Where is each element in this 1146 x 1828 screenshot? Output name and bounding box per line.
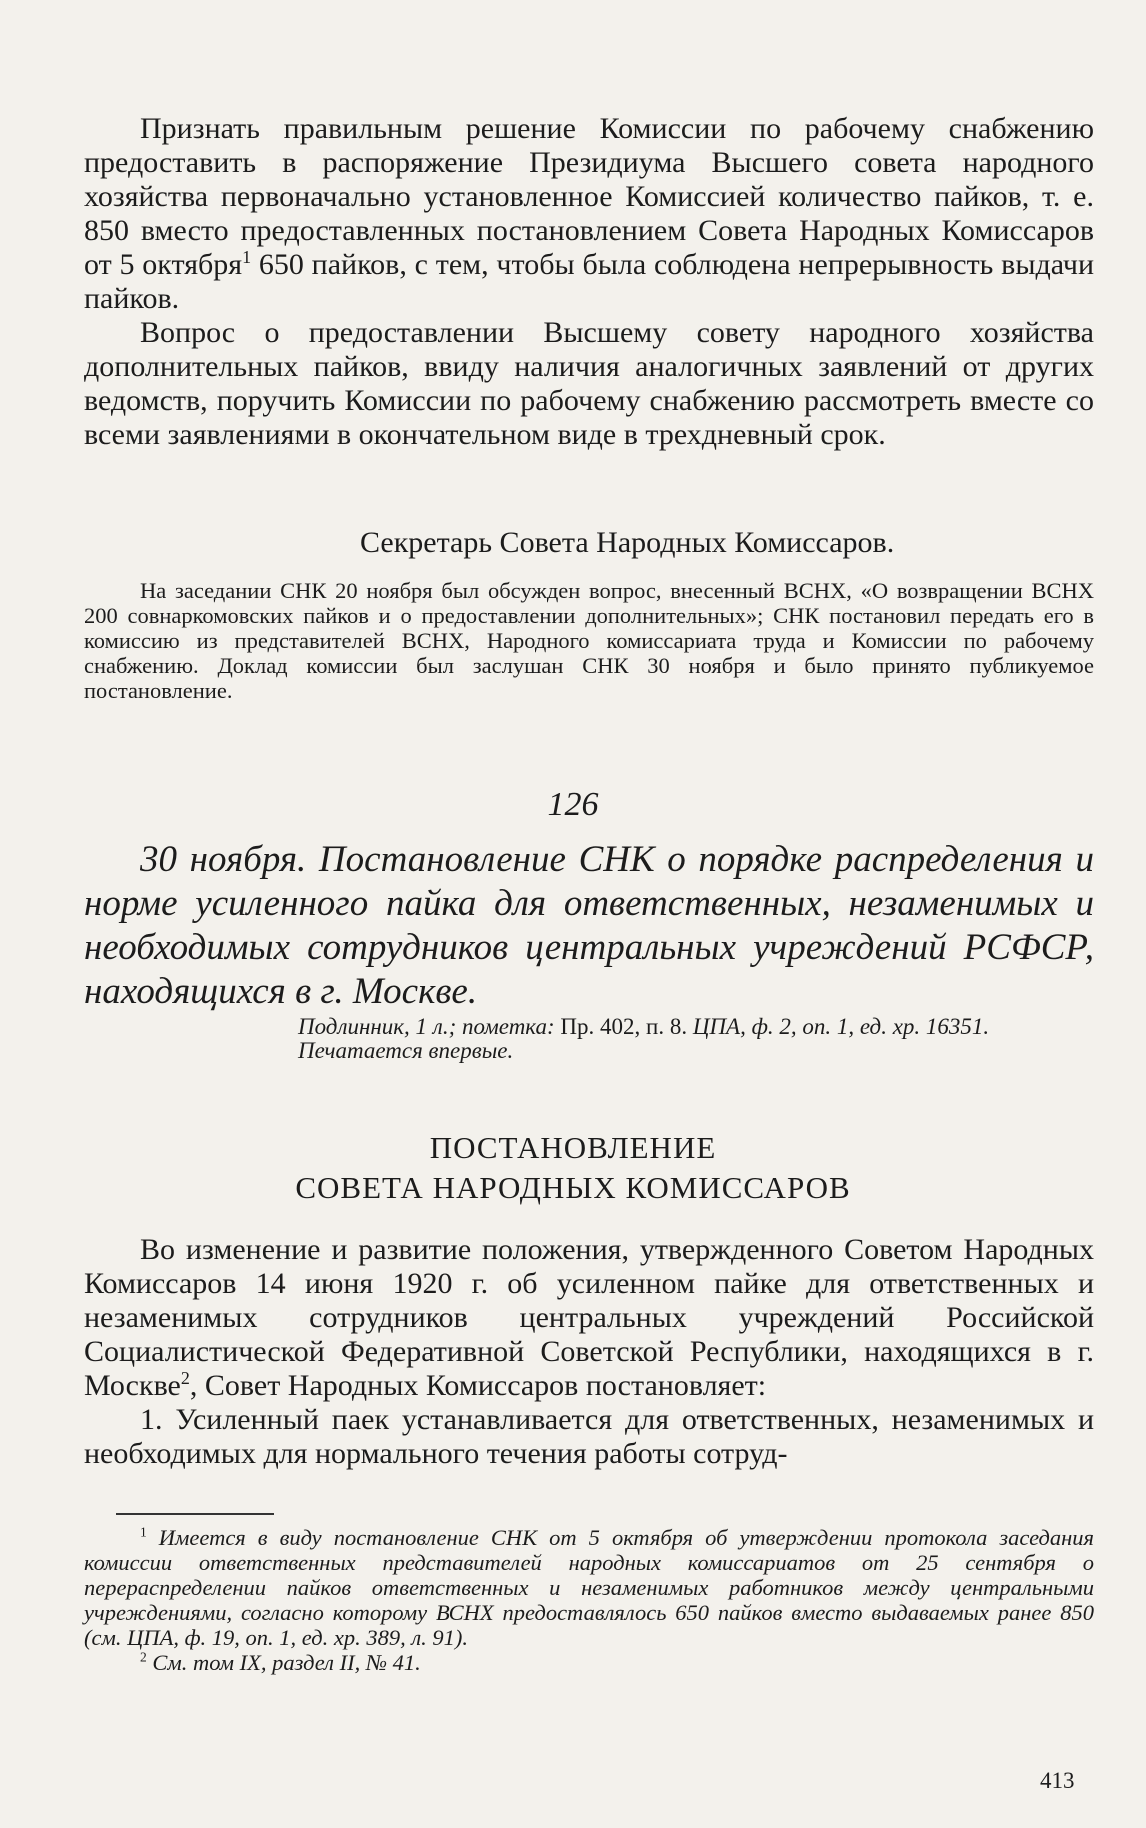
paragraph-2: Вопрос о предоставлении Высшему совету народного хозяйства дополнительных пайков, ввиду наличия аналогичных заявлений от других ведомств, поручить Комиссии по рабочему снабжению рассмотреть вместе со всеми заявлениями в окончательном виде в трехдневный срок. — [84, 316, 1094, 451]
heading-line-1: ПОСТАНОВЛЕНИЕ — [429, 1130, 717, 1165]
resolution-body — [84, 1233, 1094, 1471]
document-title-block — [84, 838, 1094, 1014]
source-reference: Подлинник, 1 л.; пометка: Пр. 402, п. 8. ЦПА, ф. 2, оп. 1, ед. хр. 16351. — [298, 1014, 990, 1039]
document-number: 126 — [547, 786, 599, 823]
secretary-signature: Секретарь Совета Народных Комиссаров. — [360, 526, 895, 559]
resolution-text — [84, 112, 1094, 452]
footnote-divider — [116, 1513, 274, 1515]
footnote-2: $^2$ См. том IX, раздел II, № 41. — [140, 1649, 421, 1675]
footnote-1: $^1$ Имеется в виду постановление СНК от 5 октября об утверждении протокола заседания комиссии ответственных представителей народных комиссариатов от 25 сентября о перераспределении пайков ответственных и незаменимых работников между центральными учреждениями, согласно которому ВСНХ предоставлялось 650 пайков вместо выдаваемых ранее 850 (см. ЦПА, ф. 19, оп. 1, ед. хр. 389, л. 91). — [84, 1524, 1095, 1650]
page-number: 413 — [1040, 1768, 1075, 1793]
footnotes — [84, 1525, 1094, 1675]
paragraph-4: 1. Усиленный паек устанавливается для ответственных, незаменимых и необходимых для нормального течения работы сотруд- — [84, 1403, 1094, 1470]
footnote-ref-2: 2 — [180, 1368, 190, 1388]
editorial-note: На заседании СНК 20 ноября был обсужден вопрос, внесенный ВСНХ, «О возвращении ВСНХ 200 совнаркомовских пайков и о предоставлении дополнительных»; СНК постановил передать его в комиссию из представителей ВСНХ, Народного комиссариата труда и Комиссии по рабочему снабжению. Доклад комиссии был заслушан СНК 30 ноября и было принято публикуемое постановление. — [84, 578, 1094, 703]
footnote-ref-1: 1 — [242, 247, 252, 267]
paragraph-1: Признать правильным решение Комиссии по рабочему снабжению предоставить в распоряжение Президиума Высшего совета народного хозяйства первоначально установленное Комиссией количество пайков, т. е. 850 вместо предоставленных постановлением Совета Народных Комиссаров от 5 октября$^1$ 650 пайков, с тем, чтобы была соблюдена непрерывность выдачи пайков. — [84, 112, 1094, 315]
publication-note: Печатается впервые. — [298, 1038, 514, 1063]
paragraph-3: Во изменение и развитие положения, утвержденного Советом Народных Комиссаров 14 июня 1920 г. об усиленном пайке для ответственных и незаменимых сотрудников центральных учреждений Российской Социалистической Федеративной Советской Республики, находящихся в г. Москве$^2$, Совет Народных Комиссаров постановляет: — [84, 1233, 1094, 1402]
editorial-note-block — [84, 578, 1094, 703]
heading-line-2: СОВЕТА НАРОДНЫХ КОМИССАРОВ — [295, 1170, 851, 1205]
document-title: 30 ноября. Постановление СНК о порядке распределения и норме усиленного пайка для ответственных, незаменимых и необходимых сотрудников центральных учреждений РСФСР, находящихся в г. Москве. — [84, 839, 1094, 1012]
source-block — [84, 1015, 1094, 1063]
